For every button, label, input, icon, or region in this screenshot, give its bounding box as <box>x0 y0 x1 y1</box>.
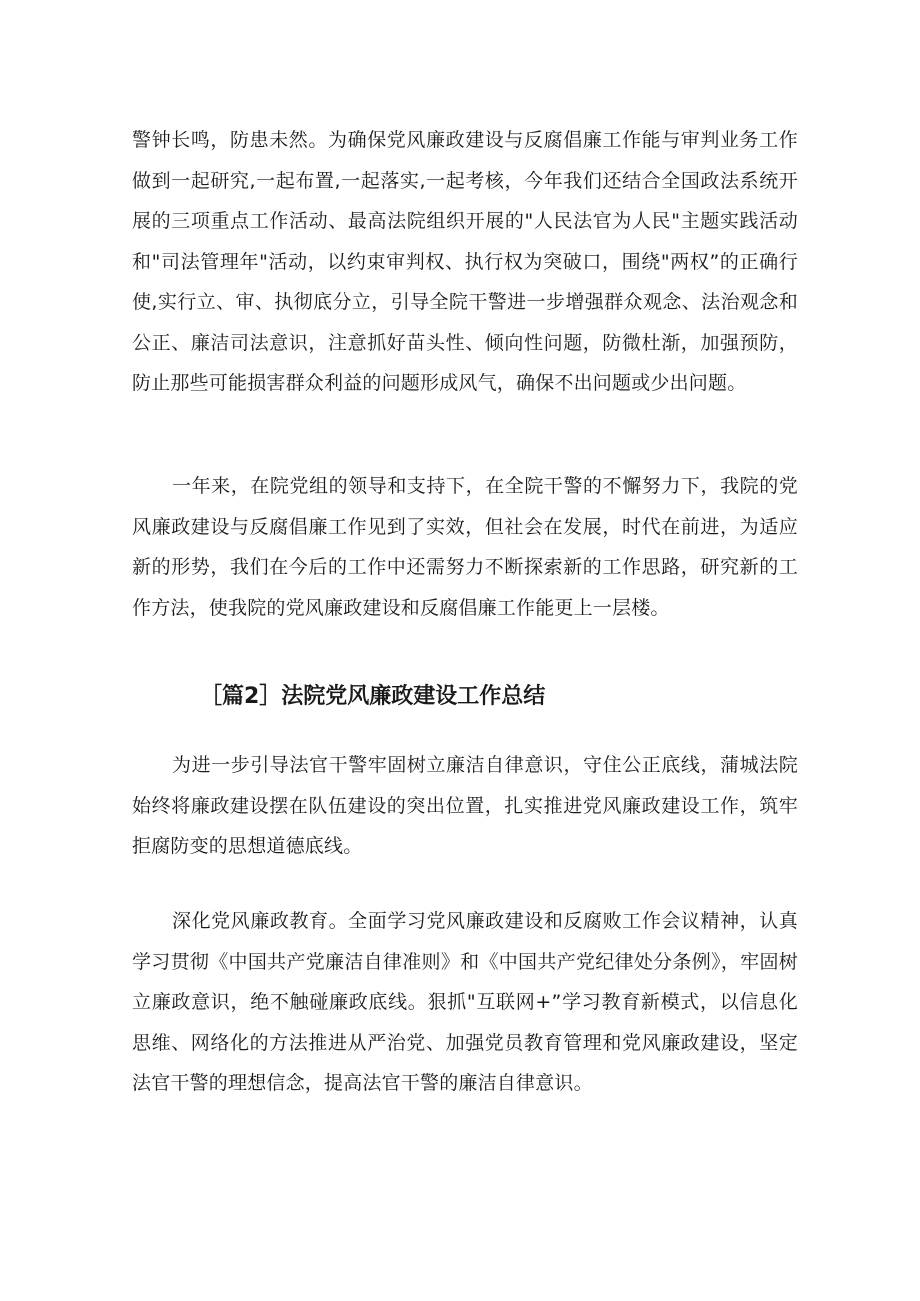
section-heading: ［篇2］法院党风廉政建设工作总结 <box>200 684 546 709</box>
paragraph-2: 一年来，在院党组的领导和支持下，在全院干警的不懈努力下，我院的党风廉政建设与反腐倡廉工作见到了实效，但社会在发展，时代在前进，为适应新的形势，我们在今后的工作中还需努力不断探索新的工作思路，研究新的工作方法，使我院的党风廉政建设和反腐倡廉工作能更上一层楼。 <box>132 475 798 619</box>
paragraph-1: 警钟长鸣，防患未然。为确保党风廉政建设与反腐倡廉工作能与审判业务工作做到一起研究,一起布置,一起落实,一起考核，今年我们还结合全国政法系统开展的三项重点工作活动、最高法院组织开展的"人民法官为人民"主题实践活动和"司法管理年"活动，以约束审判权、执行权为突破口，围绕"两权”的正确行使,实行立、审、执彻底分立，引导全院干警进一步增强群众观念、法治观念和公正、廉洁司法意识，注意抓好苗头性、倾向性问题，防微杜渐，加强预防，防止那些可能损害群众利益的问题形成风气，确保不出问题或少出问题。 <box>132 129 798 394</box>
paragraph-3: 为进一步引导法官干警牢固树立廉洁自律意识，守住公正底线，蒲城法院始终将廉政建设摆在队伍建设的突出位置，扎实推进党风廉政建设工作，筑牢拒腐防变的思想道德底线。 <box>132 754 798 857</box>
paragraph-4: 深化党风廉政教育。全面学习党风廉政建设和反腐败工作会议精神，认真学习贯彻《中国共产党廉洁自律准则》和《中国共产党纪律处分条例》，牢固树立廉政意识，绝不触碰廉政底线。狠抓"互联网+”学习教育新模式，以信息化思维、网络化的方法推进从严治党、加强党员教育管理和党风廉政建设，坚定法官干警的理想信念，提高法官干警的廉洁自律意识。 <box>132 910 798 1094</box>
